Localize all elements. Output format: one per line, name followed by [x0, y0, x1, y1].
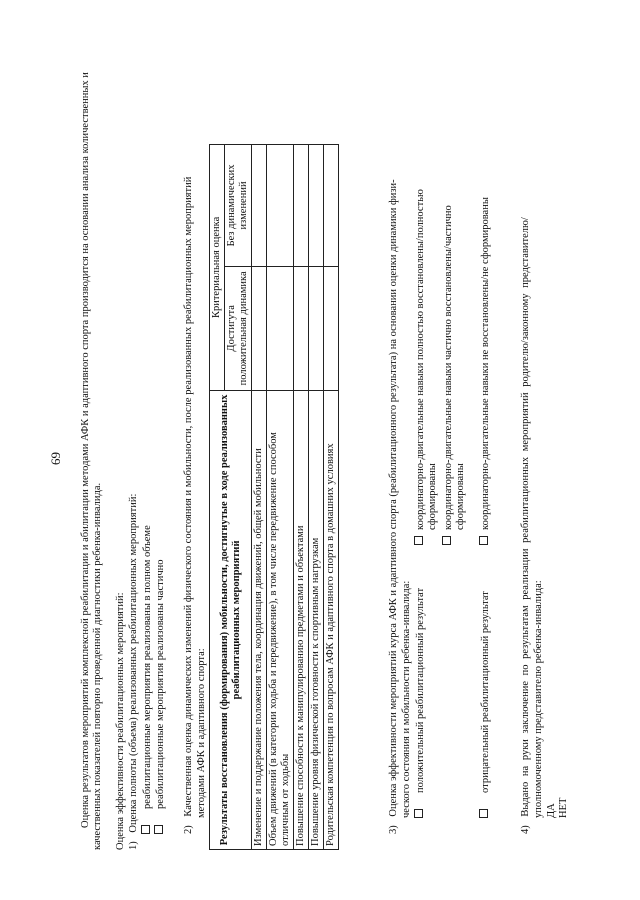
- item4-number: 4): [520, 825, 531, 834]
- item1-option-full: [141, 525, 154, 834]
- cell-nochange[interactable]: [324, 145, 339, 267]
- positive-result-option: [414, 588, 427, 818]
- option-label-cont: сформированы: [455, 463, 467, 530]
- row-label: Повышение уровня физической готовности к спортивным нагрузкам: [309, 390, 324, 849]
- cell-nochange[interactable]: [294, 145, 309, 267]
- item2-text-cont: методами АФК и адаптивного спорта:: [196, 648, 207, 818]
- option-label: координаторно-двигательные навыки полностью восстановлены/полностью: [415, 189, 426, 530]
- item1-text: Оценка полноты (объема) реализованных реабилитационных мероприятий:: [128, 493, 139, 833]
- table-row: [294, 145, 309, 850]
- intro-paragraph: Оценка результатов мероприятий комплексной реабилитации и абилитации методами АФК и адаптивного спорта производится на основании анализа количественных и качественных показателей повторно проведенной диагностики ребенка-инвалида.: [80, 72, 104, 850]
- option-label: координаторно-двигательные навыки частично восстановлены/частично: [443, 205, 454, 530]
- checkbox[interactable]: [442, 536, 451, 545]
- item3-number: 3): [388, 825, 399, 834]
- item1-option-partial: [154, 560, 167, 834]
- item1-number: 1): [128, 841, 139, 850]
- item2-heading: [183, 177, 195, 834]
- row-label: Родительская компетенция по вопросам АФК и адаптивного спорта в домашних условиях: [324, 390, 339, 849]
- checkbox[interactable]: [154, 825, 163, 834]
- partial-restoration-option: [442, 145, 468, 545]
- checkbox[interactable]: [141, 825, 150, 834]
- cell-nochange[interactable]: [267, 145, 294, 267]
- checkbox[interactable]: [414, 809, 423, 818]
- checkbox[interactable]: [414, 536, 423, 545]
- checkbox[interactable]: [479, 536, 488, 545]
- cell-positive[interactable]: [294, 266, 309, 390]
- row-label: Повышение способности к манипулированию предметами и объектами: [294, 390, 309, 849]
- no-restoration-option: [479, 197, 492, 545]
- cell-nochange[interactable]: [252, 145, 267, 267]
- option-label-cont: сформированы: [427, 463, 439, 530]
- cell-nochange[interactable]: [309, 145, 324, 267]
- item2-text: Качественная оценка динамических изменений физического состояния и мобильности, после реализованных реабилитационных мероприятий: [183, 176, 194, 817]
- table-header-results: Результаты восстановления (формирования) мобильности, достигнутые в ходе реализованных реабилитационных мероприятий: [210, 390, 252, 849]
- checkbox[interactable]: [479, 809, 488, 818]
- table-row: [267, 145, 294, 850]
- table-row: [309, 145, 324, 850]
- option-label: положительный реабилитационный результат: [415, 587, 426, 793]
- table-header-positive: Достигута положительная динамика: [225, 266, 252, 390]
- cell-positive[interactable]: [309, 266, 324, 390]
- option-label: реабилитационные мероприятия реализованы частично: [155, 559, 166, 809]
- efficiency-title: Оценка эффективности реабилитационных мероприятий:: [115, 592, 126, 850]
- table-row: [252, 145, 267, 850]
- item3-heading: [388, 179, 400, 834]
- item4-heading: [520, 217, 532, 834]
- page-number: 69: [48, 452, 63, 465]
- answer-yes: ДА: [546, 803, 557, 818]
- row-label: Объем движений (в категории ходьба и передвижение), в том числе передвижение способом отличным от ходьбы: [267, 390, 294, 849]
- cell-positive[interactable]: [267, 266, 294, 390]
- rehab-results-table: [209, 144, 339, 850]
- option-label: реабилитационные мероприятия реализованы в полном объеме: [142, 525, 153, 809]
- item4-text-cont: уполномоченному представителю ребенка-инвалида:: [533, 580, 544, 818]
- table-header-criteria: Критериальная оценка: [210, 145, 225, 391]
- item1-heading: [128, 494, 140, 850]
- item4-text: Выдано на руки заключение по результатам реализации реабилитационных мероприятий родителю/законному представителю/: [520, 217, 531, 817]
- option-label: координаторно-двигательные навыки не восстановлены/не сформированы: [480, 197, 491, 530]
- table-row: [324, 145, 339, 850]
- option-label: отрицательный реабилитационный результат: [480, 591, 491, 793]
- cell-positive[interactable]: [252, 266, 267, 390]
- item2-number: 2): [183, 825, 194, 834]
- item3-text: Оценка эффективности мероприятий курса АФК и адаптивного спорта (реабилитационного результата) на основании оценки динамики физи-: [388, 179, 399, 817]
- cell-positive[interactable]: [324, 266, 339, 390]
- row-label: Изменение и поддержание положения тела, координация движений, общей мобильности: [252, 390, 267, 849]
- full-restoration-option: [414, 145, 440, 545]
- item3-text-cont: ческого состояния и мобильности ребенка-инвалида:: [401, 580, 412, 818]
- negative-result-option: [479, 591, 492, 818]
- table-header-nochange: Без динамических изменений: [225, 145, 252, 267]
- answer-no: НЕТ: [558, 797, 569, 818]
